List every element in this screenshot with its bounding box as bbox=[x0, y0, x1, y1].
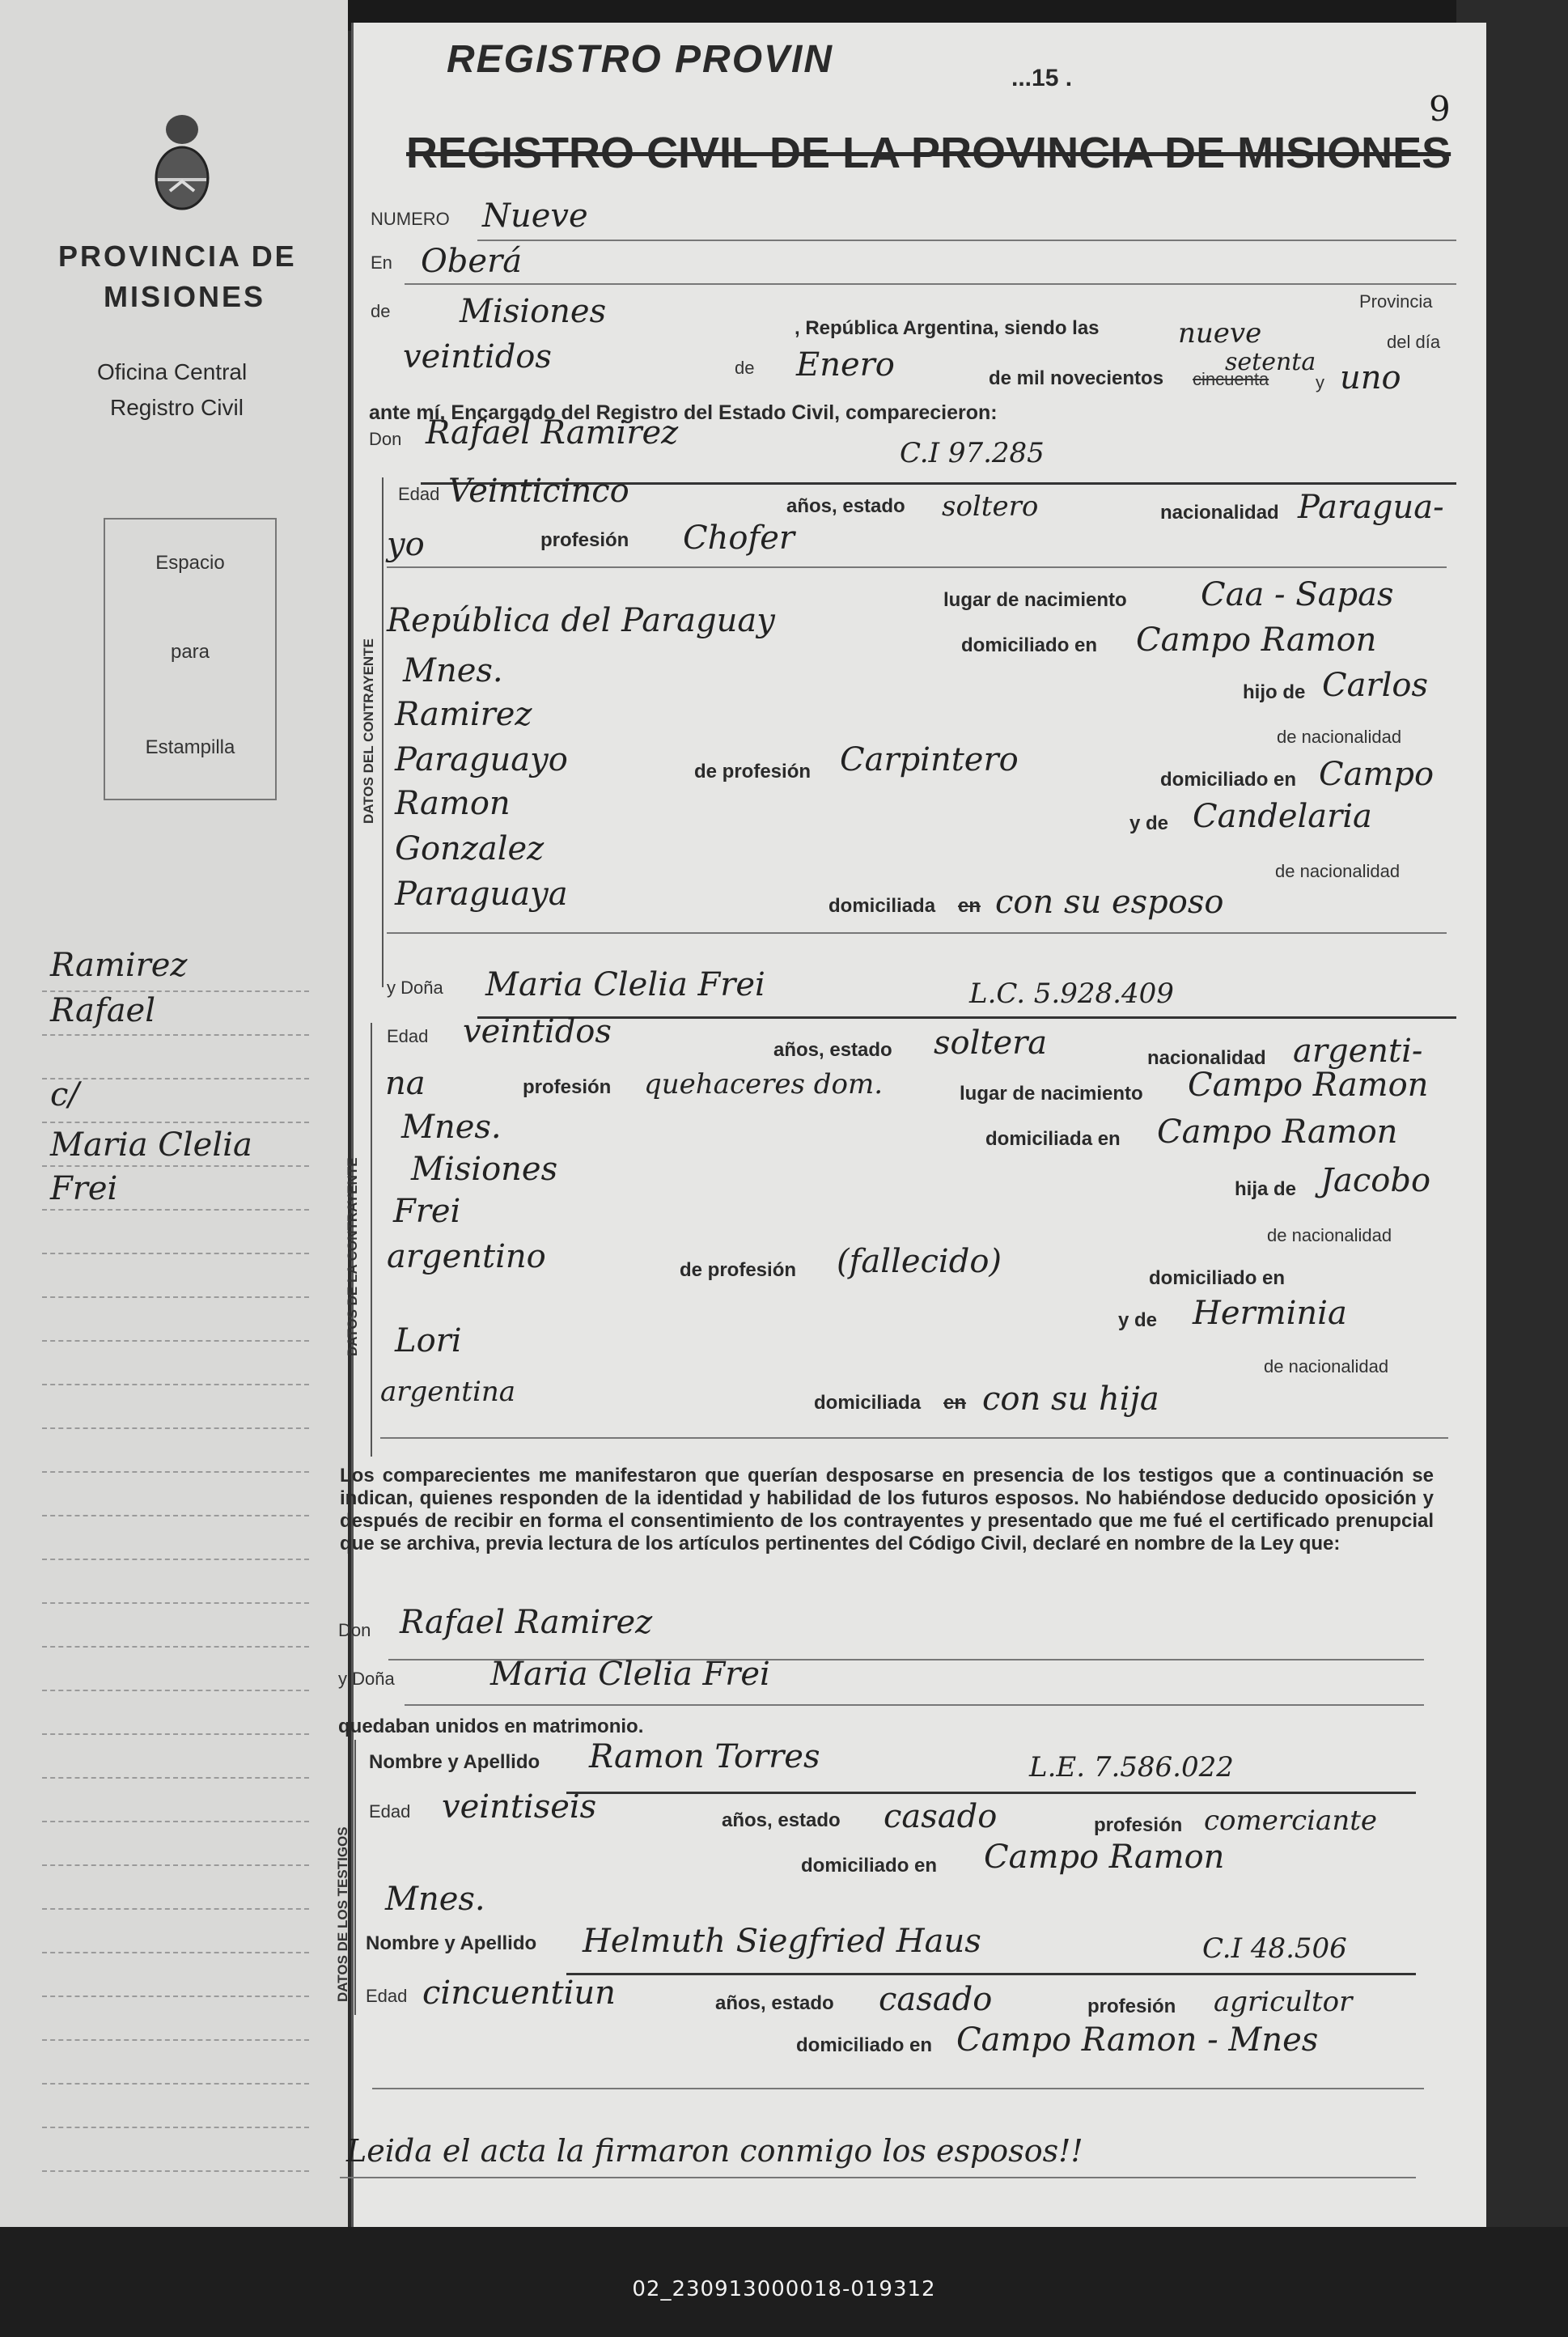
bride-dom-value2: Misiones bbox=[411, 1151, 558, 1188]
margin-note-3: c/ bbox=[50, 1076, 79, 1113]
en-value: Oberá bbox=[421, 243, 523, 280]
margin-rule bbox=[42, 1515, 309, 1516]
decl-dona-value: Maria Clelia Frei bbox=[490, 1656, 770, 1693]
groom-father-name: Carlos bbox=[1322, 667, 1428, 704]
rule bbox=[340, 2177, 1416, 2178]
bride-name: Maria Clelia Frei bbox=[485, 966, 765, 1003]
w2-anos-label: años, estado bbox=[715, 1992, 834, 2014]
groom-bracket bbox=[382, 477, 384, 987]
bride-mother-name2: Lori bbox=[395, 1322, 462, 1359]
bride-father-name2: Frei bbox=[393, 1193, 461, 1230]
margin-rule bbox=[42, 1427, 309, 1429]
declaration-paragraph: Los comparecientes me manifestaron que querían desposarse en presencia de los testigos que a continuación se indican, quienes responden de la identidad y habilidad de los futuros esposos. No habiéndose deducido oposición y después de recibir en forma el consentimiento de los contrayentes y presentado que me fué el certificado prenupcial que se archiva, previa lectura de los artículos pertinentes del Código Civil, declaré en nombre de la Ley que: bbox=[340, 1465, 1434, 1554]
margin-rule bbox=[42, 1559, 309, 1560]
bride-de-nac-label: de nacionalidad bbox=[1267, 1225, 1392, 1245]
bride-lugar-value: Campo Ramon bbox=[1188, 1067, 1429, 1104]
stamp-space-text-2: para bbox=[170, 641, 210, 663]
w1-name: Ramon Torres bbox=[589, 1738, 820, 1775]
republica-text: , República Argentina, siendo las bbox=[795, 317, 1100, 339]
bride-estado-value: soltera bbox=[934, 1024, 1048, 1062]
rule bbox=[566, 1973, 1416, 1975]
office-line2: Registro Civil bbox=[110, 395, 244, 420]
groom-name: Rafael Ramirez bbox=[426, 414, 679, 452]
bride-hija-label: hija de bbox=[1235, 1178, 1297, 1200]
decl-don-label: Don bbox=[338, 1620, 371, 1640]
w1-prof-value: comerciante bbox=[1204, 1805, 1377, 1837]
margin-rule bbox=[42, 2127, 309, 2128]
de2-label: de bbox=[735, 358, 755, 378]
bride-father-name: Jacobo bbox=[1320, 1162, 1431, 1199]
rule bbox=[387, 566, 1447, 568]
bride-prof-label: profesión bbox=[523, 1076, 612, 1098]
groom-y-de-label: y de bbox=[1129, 812, 1169, 834]
registry-title: REGISTRO CIVIL DE LA PROVINCIA DE MISIONES bbox=[406, 129, 1451, 177]
decl-closing: quedaban unidos en matrimonio. bbox=[338, 1716, 644, 1737]
margin-rule bbox=[42, 1908, 309, 1910]
margin-rule bbox=[42, 1777, 309, 1779]
rule bbox=[405, 1704, 1424, 1706]
decl-don-value: Rafael Ramirez bbox=[400, 1604, 653, 1641]
margin-rule bbox=[42, 1821, 309, 1822]
bride-y-de-label: y de bbox=[1118, 1309, 1158, 1331]
groom-father-dom2: Ramon bbox=[395, 785, 511, 822]
stamp-space-text-1: Espacio bbox=[155, 552, 225, 574]
stamp-space-box bbox=[104, 518, 277, 800]
setenta-value: setenta bbox=[1225, 348, 1316, 376]
coat-of-arms-icon bbox=[154, 104, 210, 217]
groom-lugar-value: Caa - Sapas bbox=[1201, 576, 1394, 613]
bride-mother-name: Herminia bbox=[1193, 1295, 1347, 1332]
margin-note-4: Maria Clelia bbox=[50, 1126, 252, 1164]
groom-de-prof-label: de profesión bbox=[694, 761, 812, 783]
groom-dom-value2: Mnes. bbox=[403, 652, 503, 689]
stamp-space-text-3: Estampilla bbox=[145, 736, 235, 758]
w1-prof-label: profesión bbox=[1094, 1814, 1183, 1836]
uno-value: uno bbox=[1340, 359, 1401, 397]
w2-dom-value: Campo Ramon - Mnes bbox=[956, 2021, 1319, 2059]
groom-lugar-label: lugar de nacimiento bbox=[943, 589, 1127, 611]
registry-stamp: REGISTRO PROVIN bbox=[447, 38, 834, 81]
groom-dom-label: domiciliado en bbox=[961, 634, 1098, 656]
w2-name: Helmuth Siegfried Haus bbox=[583, 1923, 981, 1960]
bride-father-dom-label: domiciliado en bbox=[1149, 1267, 1286, 1289]
w1-edad-label: Edad bbox=[369, 1801, 411, 1822]
groom-side-label: DATOS DEL CONTRAYENTE bbox=[361, 638, 376, 824]
hora-value: nueve bbox=[1178, 317, 1262, 350]
groom-estado-value: soltero bbox=[942, 490, 1039, 523]
w1-anos-label: años, estado bbox=[722, 1809, 841, 1831]
groom-lugar-value2: República del Paraguay bbox=[387, 602, 775, 639]
groom-mother-nac: Paraguaya bbox=[395, 876, 568, 913]
footer-note: Leida el acta la firmaron conmigo los esposos!! bbox=[346, 2133, 1083, 2169]
w1-edad-value: veintiseis bbox=[442, 1788, 597, 1826]
margin-note-5: Frei bbox=[50, 1170, 118, 1207]
groom-dom-value: Campo Ramon bbox=[1136, 621, 1377, 659]
groom-prof-label: profesión bbox=[540, 529, 629, 551]
bride-father-prof: (fallecido) bbox=[837, 1243, 1002, 1280]
w2-edad-label: Edad bbox=[366, 1986, 408, 2006]
bride-mother-nac: argentina bbox=[380, 1376, 516, 1408]
w2-edad-value: cincuentiun bbox=[422, 1974, 616, 2012]
margin-rule bbox=[42, 1078, 309, 1079]
margin-rule bbox=[42, 1690, 309, 1691]
w2-name-label: Nombre y Apellido bbox=[366, 1932, 537, 1954]
dia-value: veintidos bbox=[403, 338, 552, 375]
numero-value: Nueve bbox=[482, 197, 588, 235]
w2-prof-value: agricultor bbox=[1214, 1986, 1353, 2018]
rule bbox=[477, 1016, 1456, 1019]
w2-prof-label: profesión bbox=[1087, 1996, 1176, 2017]
margin-rule bbox=[42, 1122, 309, 1123]
groom-father-name2: Ramirez bbox=[395, 696, 532, 733]
margin-rule bbox=[42, 1646, 309, 1648]
groom-nac-label: nacionalidad bbox=[1160, 502, 1279, 524]
groom-father-prof: Carpintero bbox=[840, 741, 1019, 778]
del-dia-label: del día bbox=[1387, 332, 1441, 352]
rule bbox=[380, 1437, 1448, 1439]
margin-rule bbox=[42, 1471, 309, 1473]
groom-father-nac: Paraguayo bbox=[395, 741, 568, 778]
page-number: 9 bbox=[1429, 89, 1451, 129]
bride-lugar-label: lugar de nacimiento bbox=[960, 1083, 1143, 1105]
en-label: En bbox=[371, 252, 392, 273]
bride-edad-value: veintidos bbox=[463, 1013, 612, 1050]
bride-edad-label: Edad bbox=[387, 1026, 429, 1046]
margin-rule bbox=[42, 1602, 309, 1604]
groom-hijo-label: hijo de bbox=[1243, 681, 1306, 703]
margin-rule bbox=[42, 1209, 309, 1211]
bride-id: L.C. 5.928.409 bbox=[969, 978, 1174, 1010]
w1-name-label: Nombre y Apellido bbox=[369, 1751, 540, 1773]
bride-mother-dom: con su hija bbox=[982, 1381, 1159, 1418]
bride-mother-dom-struck: en bbox=[943, 1392, 967, 1414]
bride-mother-nac-label: de nacionalidad bbox=[1264, 1356, 1389, 1376]
mil-text: de mil novecientos bbox=[989, 367, 1164, 389]
groom-mother-nac-label: de nacionalidad bbox=[1275, 861, 1401, 881]
margin-rule bbox=[42, 2083, 309, 2085]
bride-nac-value: argenti- bbox=[1293, 1033, 1423, 1070]
bride-prof-value: quehaceres dom. bbox=[644, 1068, 884, 1101]
margin-note-2: Rafael bbox=[50, 992, 155, 1029]
rule bbox=[387, 932, 1447, 934]
groom-mother-dom-label: domiciliada bbox=[828, 895, 936, 917]
rule bbox=[566, 1792, 1416, 1794]
groom-mother-dom: con su esposo bbox=[995, 884, 1224, 921]
w1-dom-value2: Mnes. bbox=[385, 1881, 485, 1918]
bride-side-label: DATOS DE LA CONTRAYENTE bbox=[345, 1157, 360, 1356]
groom-father-dom-label: domiciliado en bbox=[1160, 769, 1297, 791]
margin-rule bbox=[42, 1996, 309, 1997]
bride-nac-label: nacionalidad bbox=[1147, 1047, 1266, 1069]
cincuenta-printed: cincuenta bbox=[1193, 369, 1269, 389]
groom-mother-dom-struck: en bbox=[958, 895, 981, 917]
w1-dom-label: domiciliado en bbox=[801, 1855, 938, 1877]
bride-father-nac: argentino bbox=[387, 1238, 546, 1275]
margin-rule bbox=[42, 1253, 309, 1254]
rule bbox=[372, 2088, 1424, 2089]
ante-text: ante mí, Encargado del Registro del Estado Civil, comparecieron: bbox=[369, 401, 998, 424]
margin-rule bbox=[42, 1864, 309, 1866]
margin-rule bbox=[42, 1340, 309, 1342]
bride-bracket bbox=[371, 1023, 372, 1457]
witnesses-side-label: DATOS DE LOS TESTIGOS bbox=[335, 1826, 350, 2002]
w1-estado-value: casado bbox=[884, 1798, 998, 1835]
rule bbox=[477, 240, 1456, 241]
de-label: de bbox=[371, 301, 391, 321]
w1-dom-value: Campo Ramon bbox=[984, 1839, 1225, 1876]
bride-mother-dom-label: domiciliada bbox=[814, 1392, 922, 1414]
y-label: y bbox=[1316, 372, 1324, 392]
scan-caption: 02_230913000018-019312 bbox=[632, 2277, 936, 2301]
margin-rule bbox=[42, 1165, 309, 1167]
w2-dom-label: domiciliado en bbox=[796, 2034, 933, 2056]
numero-label: NUMERO bbox=[371, 209, 450, 229]
groom-mother-name2: Gonzalez bbox=[395, 830, 545, 867]
groom-de-nac-label: de nacionalidad bbox=[1277, 727, 1402, 747]
margin-rule bbox=[42, 1733, 309, 1735]
rule bbox=[405, 283, 1456, 285]
office-line1: Oficina Central bbox=[97, 359, 248, 384]
groom-id: C.I 97.285 bbox=[900, 437, 1045, 469]
bride-dona-label: y Doña bbox=[387, 978, 443, 998]
groom-edad-value: Veinticinco bbox=[448, 473, 629, 510]
margin-rule bbox=[42, 1952, 309, 1953]
mes-value: Enero bbox=[796, 346, 895, 384]
w2-id: C.I 48.506 bbox=[1202, 1932, 1347, 1965]
bride-nac-value2: na bbox=[385, 1065, 426, 1102]
groom-nac-value2: yo bbox=[387, 526, 425, 563]
bride-dom-value: Campo Ramon bbox=[1157, 1113, 1398, 1151]
margin-rule bbox=[42, 990, 309, 992]
bride-lugar-value2: Mnes. bbox=[401, 1109, 502, 1146]
groom-father-dom: Campo bbox=[1319, 756, 1435, 793]
bride-anos-label: años, estado bbox=[773, 1039, 892, 1061]
left-page bbox=[0, 0, 348, 2227]
w1-id: L.E. 7.586.022 bbox=[1029, 1751, 1234, 1784]
groom-anos-label: años, estado bbox=[786, 495, 905, 517]
groom-mother-name: Candelaria bbox=[1193, 798, 1372, 835]
margin-note-1: Ramirez bbox=[50, 947, 188, 984]
groom-nac-value: Paragua- bbox=[1298, 489, 1444, 526]
provincia-label: Provincia bbox=[1359, 291, 1433, 312]
margin-rule bbox=[42, 2039, 309, 2041]
decl-dona-label: y Doña bbox=[338, 1669, 395, 1689]
groom-don-label: Don bbox=[369, 429, 402, 449]
de-value: Misiones bbox=[460, 293, 607, 330]
margin-rule bbox=[42, 1384, 309, 1385]
witness-bracket bbox=[354, 1740, 356, 2015]
margin-rule bbox=[42, 1034, 309, 1036]
w2-estado-value: casado bbox=[879, 1981, 993, 2018]
margin-rule bbox=[42, 1296, 309, 1298]
bride-dom-label: domiciliada en bbox=[985, 1128, 1121, 1150]
groom-edad-label: Edad bbox=[398, 484, 440, 504]
bride-de-prof-label: de profesión bbox=[680, 1259, 797, 1281]
province-line2: MISIONES bbox=[104, 280, 266, 313]
margin-rule bbox=[42, 2170, 309, 2172]
registry-stamp-extra: ...15 . bbox=[1011, 65, 1073, 91]
groom-prof-value: Chofer bbox=[683, 520, 795, 557]
province-line1: PROVINCIA DE bbox=[58, 240, 297, 273]
